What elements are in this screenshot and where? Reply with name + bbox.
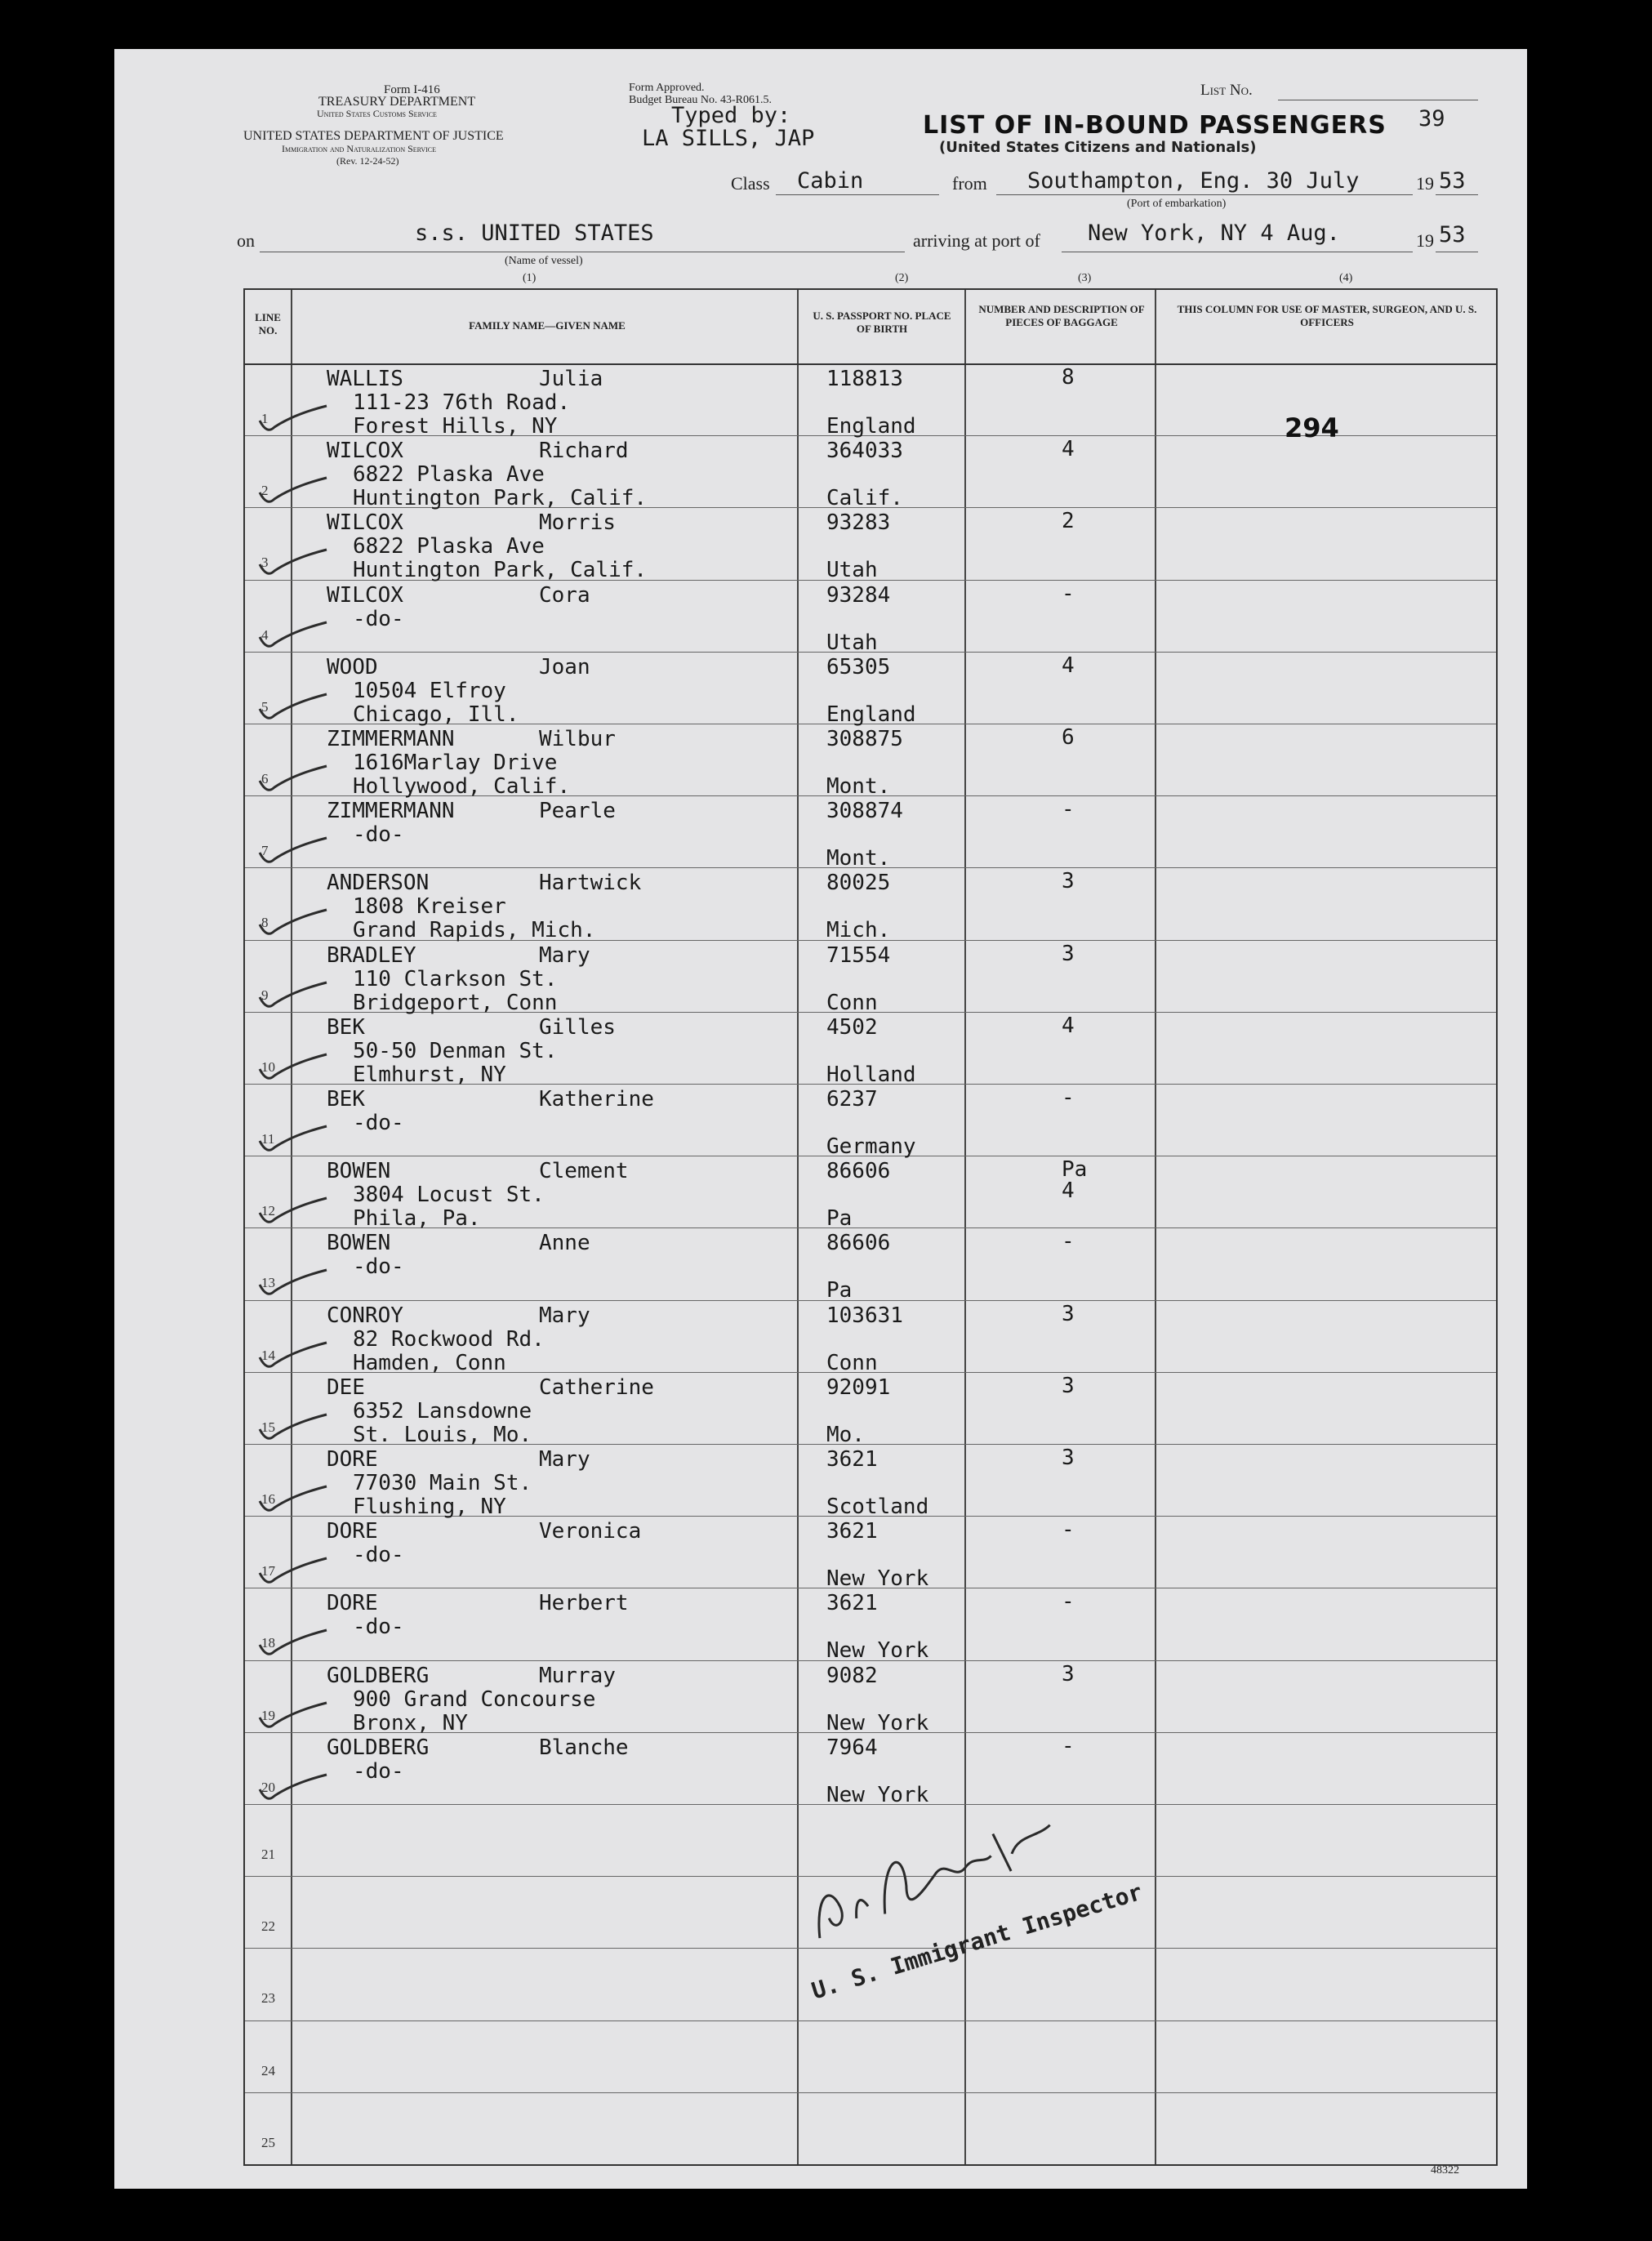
given-name: Anne: [539, 1231, 590, 1256]
family-name: WOOD: [327, 654, 378, 679]
col-header-officers: THIS COLUMN FOR USE OF MASTER, SURGEON, AND U. S. OFFICERS: [1177, 303, 1477, 328]
check-mark-icon: [256, 1267, 330, 1299]
revision: (Rev. 12-24-52): [336, 155, 399, 167]
address-line-2: Phila, Pa.: [353, 1206, 481, 1232]
from-label: from: [952, 173, 987, 194]
passport-number: 93283: [826, 510, 891, 536]
given-name: Mary: [539, 1447, 590, 1472]
address-line-1: -do-: [353, 1111, 404, 1135]
line-number: 19: [261, 1707, 275, 1723]
justice-dept: UNITED STATES DEPARTMENT OF JUSTICE: [243, 129, 504, 143]
address-line-2: Huntington Park, Calif.: [353, 558, 648, 583]
line-number: 17: [261, 1563, 275, 1579]
family-name: DORE: [327, 1447, 378, 1472]
check-mark-icon: [256, 1195, 330, 1227]
line-number: 22: [261, 1918, 275, 1935]
footer-code: 48322: [1431, 2164, 1459, 2176]
place-of-birth: Mont.: [826, 774, 891, 799]
place-of-birth: New York: [826, 1566, 929, 1592]
address-line-1: 6352 Lansdowne: [353, 1398, 532, 1423]
check-mark-icon: [256, 835, 330, 867]
place-of-birth: New York: [826, 1782, 929, 1807]
passenger-table: [243, 288, 1498, 2166]
family-name: WILCOX: [327, 439, 403, 464]
col-num-4: (4): [1339, 272, 1353, 284]
given-name: Murray: [539, 1663, 616, 1688]
check-mark-icon: [256, 1700, 330, 1732]
place-of-birth: Conn: [826, 1350, 878, 1375]
inspector-stamp: U. S. Immigrant Inspector: [808, 1878, 1146, 2005]
line-number: 24: [261, 2062, 275, 2078]
baggage-count: 3: [1062, 941, 1075, 966]
line-number: 9: [261, 987, 269, 1003]
given-name: Catherine: [539, 1374, 654, 1400]
line-number: 20: [261, 1779, 275, 1795]
address-line-1: 110 Clarkson St.: [353, 966, 558, 991]
given-name: Richard: [539, 439, 629, 464]
given-name: Herbert: [539, 1591, 629, 1616]
address-line-1: 77030 Main St.: [353, 1471, 532, 1495]
baggage-count: 3: [1062, 869, 1075, 894]
baggage-count: 4: [1062, 437, 1075, 462]
baggage-count: 3: [1062, 1661, 1075, 1686]
arr-year: 53: [1439, 222, 1466, 247]
place-of-birth: Holland: [826, 1062, 916, 1087]
address-line-2: Chicago, Ill.: [353, 702, 519, 727]
given-name: Mary: [539, 942, 590, 968]
place-of-birth: Utah: [826, 630, 878, 655]
passport-number: 71554: [826, 942, 891, 968]
baggage-count: -: [1062, 1517, 1075, 1543]
vessel-label: (Name of vessel): [505, 255, 583, 267]
place-of-birth: Scotland: [826, 1495, 929, 1519]
place-of-birth: Calif.: [826, 486, 903, 511]
line-number: 10: [261, 1058, 275, 1075]
line-number: 6: [261, 771, 269, 786]
from-year: 53: [1439, 168, 1466, 194]
port-embarkation-label: (Port of embarkation): [1127, 198, 1227, 210]
place-of-birth: Mo.: [826, 1422, 865, 1447]
form-number: Form I-416: [384, 83, 440, 96]
passport-number: 3621: [826, 1519, 878, 1544]
address-line-2: Bridgeport, Conn: [353, 990, 558, 1015]
baggage-count: 8: [1062, 365, 1075, 390]
address-line-1: 1808 Kreiser: [353, 894, 506, 920]
passport-number: 4502: [826, 1014, 878, 1040]
place-of-birth: New York: [826, 1710, 929, 1735]
address-line-1: 1616Marlay Drive: [353, 751, 558, 775]
family-name: GOLDBERG: [327, 1735, 430, 1760]
place-of-birth: Utah: [826, 558, 878, 583]
address-line-1: 6822 Plaska Ave: [353, 462, 545, 488]
baggage-count: 3: [1062, 1301, 1075, 1326]
given-name: Julia: [539, 367, 603, 391]
arr-year-prefix: 19: [1416, 230, 1434, 251]
given-name: Pearle: [539, 799, 616, 824]
arriving-value: New York, NY 4 Aug.: [1088, 221, 1340, 246]
passport-number: 86606: [826, 1231, 891, 1256]
baggage-count: -: [1062, 1229, 1075, 1254]
treasury-dept: TREASURY DEPARTMENT: [318, 95, 476, 109]
budget-bureau: Budget Bureau No. 43-R061.5.: [629, 94, 772, 106]
passport-number: 103631: [826, 1303, 903, 1328]
family-name: ZIMMERMANN: [327, 799, 455, 824]
line-number: 25: [261, 2134, 275, 2150]
baggage-count: -: [1062, 1589, 1075, 1615]
passport-number: 7964: [826, 1735, 878, 1760]
check-mark-icon: [256, 979, 330, 1012]
address-line-1: -do-: [353, 1254, 404, 1280]
check-mark-icon: [256, 474, 330, 507]
given-name: Joan: [539, 654, 590, 679]
family-name: WILCOX: [327, 510, 403, 536]
family-name: BRADLEY: [327, 942, 416, 968]
line-number: 12: [261, 1203, 275, 1219]
given-name: Morris: [539, 510, 616, 536]
address-line-1: 10504 Elfroy: [353, 678, 506, 703]
family-name: ZIMMERMANN: [327, 727, 455, 751]
line-number: 3: [261, 555, 269, 571]
check-mark-icon: [256, 1771, 330, 1804]
from-value: Southampton, Eng. 30 July: [1027, 168, 1360, 194]
list-no-value: 39: [1418, 106, 1445, 131]
family-name: GOLDBERG: [327, 1663, 430, 1688]
passport-number: 6237: [826, 1087, 878, 1112]
baggage-count: -: [1062, 581, 1075, 606]
address-line-1: -do-: [353, 1758, 404, 1784]
given-name: Katherine: [539, 1087, 654, 1112]
form-approved: Form Approved.: [629, 82, 705, 94]
line-number: 13: [261, 1275, 275, 1291]
arriving-label: arriving at port of: [913, 230, 1040, 251]
line-number: 18: [261, 1635, 275, 1651]
line-number: 14: [261, 1347, 275, 1363]
col-header-baggage: NUMBER AND DESCRIPTION OF PIECES OF BAGGAGE: [978, 303, 1145, 328]
given-name: Veronica: [539, 1519, 642, 1544]
family-name: WILCOX: [327, 582, 403, 608]
check-mark-icon: [256, 763, 330, 795]
typed-by-label: Typed by:: [671, 103, 791, 128]
family-name: DEE: [327, 1374, 365, 1400]
line-number: 15: [261, 1419, 275, 1435]
given-name: Mary: [539, 1303, 590, 1328]
check-mark-icon: [256, 1483, 330, 1516]
place-of-birth: Pa: [826, 1278, 853, 1303]
given-name: Blanche: [539, 1735, 629, 1760]
check-mark-icon: [256, 1555, 330, 1588]
family-name: DORE: [327, 1591, 378, 1616]
manifest-page: [114, 49, 1527, 2189]
line-number: 23: [261, 1990, 275, 2007]
line-number: 7: [261, 843, 269, 859]
officer-note: 294: [1285, 412, 1339, 443]
check-mark-icon: [256, 1123, 330, 1156]
baggage-count: Pa 4: [1062, 1157, 1088, 1204]
col-header-line-no: LINE NO.: [255, 311, 281, 336]
baggage-count: 3: [1062, 1373, 1075, 1398]
check-mark-icon: [256, 619, 330, 652]
place-of-birth: Mich.: [826, 918, 891, 943]
baggage-count: -: [1062, 1733, 1075, 1758]
place-of-birth: New York: [826, 1638, 929, 1664]
baggage-count: 3: [1062, 1446, 1075, 1470]
address-line-1: -do-: [353, 822, 404, 848]
passport-number: 3621: [826, 1591, 878, 1616]
family-name: BEK: [327, 1087, 365, 1112]
place-of-birth: Mont.: [826, 846, 891, 871]
baggage-count: 4: [1062, 1013, 1075, 1038]
on-label: on: [237, 230, 255, 251]
passport-number: 9082: [826, 1663, 878, 1688]
place-of-birth: Conn: [826, 990, 878, 1015]
place-of-birth: England: [826, 702, 916, 727]
family-name: BOWEN: [327, 1159, 391, 1184]
list-no-label: List No.: [1200, 82, 1253, 99]
passport-number: 118813: [826, 367, 903, 391]
col-header-name: FAMILY NAME—GIVEN NAME: [469, 319, 626, 332]
line-number: 1: [261, 411, 269, 426]
check-mark-icon: [256, 546, 330, 579]
col-header-passport: U. S. PASSPORT NO. PLACE OF BIRTH: [813, 310, 951, 335]
family-name: WALLIS: [327, 367, 403, 391]
baggage-count: 2: [1062, 509, 1075, 534]
document-subtitle: (United States Citizens and Nationals): [939, 139, 1257, 156]
family-name: CONROY: [327, 1303, 403, 1328]
baggage-count: -: [1062, 1085, 1075, 1110]
customs-service: United States Customs Service: [317, 108, 437, 119]
baggage-count: 4: [1062, 653, 1075, 678]
address-line-2: Grand Rapids, Mich.: [353, 918, 596, 943]
given-name: Clement: [539, 1159, 629, 1184]
passport-number: 80025: [826, 871, 891, 896]
check-mark-icon: [256, 691, 330, 724]
col-num-1: (1): [523, 272, 537, 284]
place-of-birth: Germany: [826, 1134, 916, 1159]
address-line-2: Hamden, Conn: [353, 1350, 506, 1375]
address-line-2: Hollywood, Calif.: [353, 774, 571, 799]
line-number: 2: [261, 483, 269, 499]
col-num-2: (2): [895, 272, 909, 284]
address-line-2: Flushing, NY: [353, 1495, 506, 1519]
ins-service: Immigration and Naturalization Service: [282, 143, 437, 154]
family-name: DORE: [327, 1519, 378, 1544]
passport-number: 65305: [826, 654, 891, 679]
address-line-2: St. Louis, Mo.: [353, 1422, 532, 1447]
address-line-2: Forest Hills, NY: [353, 414, 558, 439]
check-mark-icon: [256, 403, 330, 435]
passport-number: 308874: [826, 799, 903, 824]
check-mark-icon: [256, 1627, 330, 1660]
check-mark-icon: [256, 1339, 330, 1372]
address-line-1: 111-23 76th Road.: [353, 390, 571, 415]
line-number: 8: [261, 915, 269, 931]
class-label: Class: [731, 173, 770, 194]
passport-number: 308875: [826, 727, 903, 751]
passport-number: 86606: [826, 1159, 891, 1184]
given-name: Wilbur: [539, 727, 616, 751]
address-line-1: -do-: [353, 1615, 404, 1640]
address-line-1: 6822 Plaska Ave: [353, 534, 545, 559]
line-number: 21: [261, 1847, 275, 1862]
typed-by-value: LA SILLS, JAP: [642, 126, 815, 151]
passport-number: 3621: [826, 1447, 878, 1472]
address-line-1: 82 Rockwood Rd.: [353, 1326, 545, 1352]
given-name: Hartwick: [539, 871, 642, 896]
col-num-3: (3): [1078, 272, 1092, 284]
address-line-1: 3804 Locust St.: [353, 1183, 545, 1208]
address-line-1: -do-: [353, 1543, 404, 1568]
address-line-1: 900 Grand Concourse: [353, 1686, 596, 1712]
class-value: Cabin: [797, 168, 864, 194]
address-line-2: Huntington Park, Calif.: [353, 486, 648, 511]
from-year-prefix: 19: [1416, 173, 1434, 194]
line-number: 16: [261, 1491, 275, 1507]
line-number: 4: [261, 626, 269, 643]
address-line-1: -do-: [353, 606, 404, 631]
line-number: 11: [261, 1131, 275, 1147]
passport-number: 92091: [826, 1374, 891, 1400]
given-name: Gilles: [539, 1014, 616, 1040]
family-name: BOWEN: [327, 1231, 391, 1256]
baggage-count: -: [1062, 797, 1075, 822]
baggage-count: 6: [1062, 725, 1075, 750]
passport-number: 364033: [826, 439, 903, 464]
place-of-birth: England: [826, 414, 916, 439]
family-name: ANDERSON: [327, 871, 430, 896]
address-line-1: 50-50 Denman St.: [353, 1038, 558, 1063]
address-line-2: Elmhurst, NY: [353, 1062, 506, 1087]
check-mark-icon: [256, 1051, 330, 1084]
check-mark-icon: [256, 1411, 330, 1444]
family-name: BEK: [327, 1014, 365, 1040]
place-of-birth: Pa: [826, 1206, 853, 1232]
passport-number: 93284: [826, 582, 891, 608]
address-line-2: Bronx, NY: [353, 1710, 468, 1735]
given-name: Cora: [539, 582, 590, 608]
vessel-name: s.s. UNITED STATES: [415, 221, 654, 246]
document-title: LIST OF IN-BOUND PASSENGERS: [923, 111, 1387, 140]
check-mark-icon: [256, 907, 330, 939]
line-number: 5: [261, 698, 269, 715]
